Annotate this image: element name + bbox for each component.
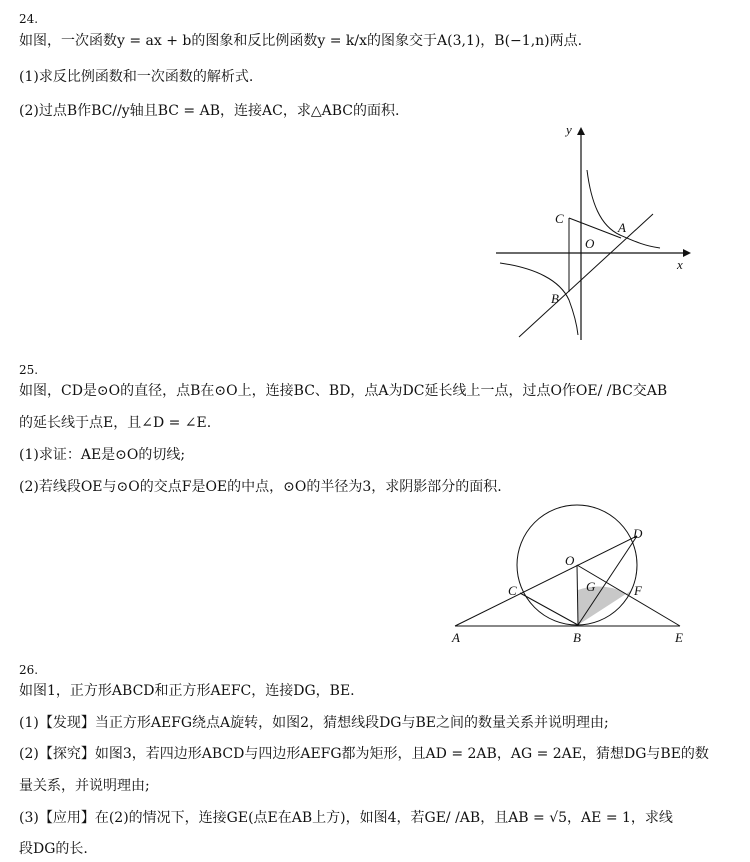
q26-part3-line2: 段DG的长. [19, 841, 88, 857]
q24-part1: (1)求反比例函数和一次函数的解析式. [19, 69, 254, 85]
label-x: x [677, 257, 683, 272]
q26-stem: 如图1，正方形ABCD和正方形AEFC，连接DG，BE. [19, 683, 355, 699]
label-b: B [573, 630, 581, 645]
hyperbola-branch-2 [500, 263, 578, 335]
segment-ca [569, 218, 621, 238]
label-a: A [618, 220, 626, 235]
y-axis-arrow [577, 127, 585, 135]
q26-part3-line1: (3)【应用】在(2)的情况下，连接GE(点E在AB上方)，如图4，若GE/ /AB，且AB = √5，AE = 1，求线 [19, 810, 673, 826]
q26-part2-line2: 量关系，并说明理由; [19, 778, 150, 794]
x-axis-arrow [683, 249, 691, 257]
line-ab [519, 214, 653, 337]
q25-part1: (1)求证：AE是⊙O的切线; [19, 447, 186, 463]
label-f: F [634, 583, 642, 598]
q24-stem: 如图，一次函数y = ax + b的图象和反比例函数y = k/x的图象交于A(3,1)，B(−1,n)两点. [19, 33, 583, 49]
label-c: C [508, 583, 517, 598]
q25-part2: (2)若线段OE与⊙O的交点F是OE的中点，⊙O的半径为3，求阴影部分的面积. [19, 479, 502, 495]
label-d: D [633, 526, 643, 541]
q26-number: 26. [19, 663, 39, 677]
label-c: C [555, 211, 564, 226]
label-e: E [675, 630, 683, 645]
line-ad [455, 536, 637, 626]
q25-stem-line1: 如图，CD是⊙O的直径，点B在⊙O上，连接BC、BD，点A为DC延长线上一点，过点O作OE/ /BC交AB [19, 383, 668, 399]
segment-ob [577, 565, 578, 625]
label-g: G [586, 579, 596, 594]
q26-part2-line1: (2)【探究】如图3，若四边形ABCD与四边形AEFG都为矩形，且AD = 2AB，AG = 2AE，猜想DG与BE的数 [19, 746, 709, 762]
label-o: O [585, 236, 595, 251]
q25-number: 25. [19, 363, 39, 377]
q26-part1: (1)【发现】当正方形AEFG绕点A旋转，如图2，猜想线段DG与BE之间的数量关系并说明理由; [19, 715, 609, 731]
label-o: O [565, 553, 575, 568]
hyperbola-branch-1 [587, 170, 660, 248]
q25-stem-line2: 的延长线于点E，且∠D = ∠E. [19, 415, 212, 431]
label-y: y [566, 122, 572, 137]
q24-part2: (2)过点B作BC//y轴且BC = AB，连接AC，求△ABC的面积. [19, 103, 400, 119]
q24-figure [490, 122, 700, 344]
q25-figure [447, 505, 692, 647]
label-a: A [452, 630, 460, 645]
segment-cb [520, 593, 578, 625]
q24-number: 24. [19, 12, 39, 26]
label-b: B [551, 291, 559, 306]
